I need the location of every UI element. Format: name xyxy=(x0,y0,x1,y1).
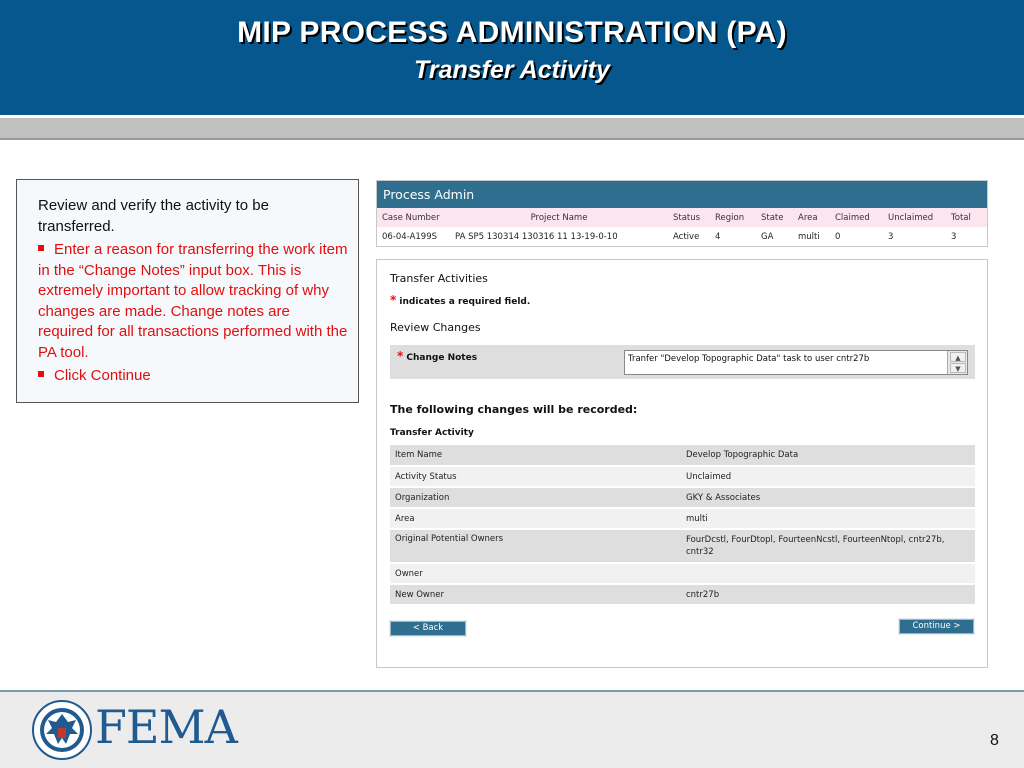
column-header: Area xyxy=(793,208,830,227)
instruction-bullet xyxy=(38,240,348,363)
column-header: Unclaimed xyxy=(883,208,946,227)
column-header: State xyxy=(756,208,793,227)
header-stripe xyxy=(0,118,1024,138)
change-key: Area xyxy=(390,508,681,529)
bullet-square-icon xyxy=(38,371,44,377)
scroll-up-icon[interactable]: ▲ xyxy=(950,352,966,362)
change-key: Activity Status xyxy=(390,466,681,487)
activity-heading: Transfer Activity xyxy=(390,428,474,438)
instruction-lead: Review and verify the activity to be transferred. xyxy=(38,197,269,235)
table-cell: PA SP5 130314 130316 11 13-19-0-10 xyxy=(455,232,618,242)
column-header: Claimed xyxy=(830,208,883,227)
change-value: cntr27b xyxy=(681,584,975,605)
bullet-square-icon xyxy=(38,245,44,251)
instruction-bullet-text: Click Continue xyxy=(54,367,151,384)
change-value: multi xyxy=(681,508,975,529)
table-row xyxy=(390,487,975,508)
dhs-seal-icon xyxy=(32,700,92,760)
table-cell: Active xyxy=(673,232,700,242)
table-cell: 3 xyxy=(951,232,957,242)
title-banner xyxy=(0,0,1024,115)
change-key: New Owner xyxy=(390,584,681,605)
header-rule xyxy=(0,138,1024,140)
column-header: Case Number xyxy=(377,208,450,227)
case-table-header xyxy=(377,208,987,227)
fema-logo: FEMA xyxy=(95,700,237,754)
column-header: Status xyxy=(668,208,710,227)
instruction-bullet xyxy=(38,366,348,387)
table-row xyxy=(390,529,975,563)
change-notes-label xyxy=(397,349,477,363)
change-notes-input[interactable] xyxy=(624,350,968,375)
change-key: Original Potential Owners xyxy=(390,529,681,563)
table-row xyxy=(390,466,975,487)
continue-button[interactable]: Continue > xyxy=(899,619,974,634)
required-note xyxy=(390,293,530,307)
table-cell: multi xyxy=(798,232,820,242)
instruction-bullet-text: Enter a reason for transferring the work item in the “Change Notes” input box. This is extremely important to allow tracking of why changes are made. Change notes are required for all transactions performed with the PA tool. xyxy=(38,241,348,361)
process-admin-title: Process Admin xyxy=(377,181,987,208)
change-value: Develop Topographic Data xyxy=(681,445,975,466)
change-notes-row xyxy=(390,345,975,379)
case-table xyxy=(377,208,987,247)
required-note-text: indicates a required field. xyxy=(399,297,531,307)
change-value: Unclaimed xyxy=(681,466,975,487)
table-cell: 0 xyxy=(835,232,841,242)
change-value: GKY & Associates xyxy=(681,487,975,508)
scroll-down-icon[interactable]: ▼ xyxy=(950,363,966,373)
table-row xyxy=(390,563,975,584)
change-key: Organization xyxy=(390,487,681,508)
table-cell: 3 xyxy=(888,232,894,242)
change-notes-label-text: Change Notes xyxy=(406,353,478,363)
required-star: * xyxy=(390,293,397,307)
change-notes-scrollbar[interactable] xyxy=(947,351,967,374)
table-row xyxy=(390,508,975,529)
page-title: MIP PROCESS ADMINISTRATION (PA) xyxy=(237,16,787,49)
change-value: FourDcstl, FourDtopl, FourteenNcstl, FourteenNtopl, cntr27b, cntr32 xyxy=(681,529,975,563)
column-header: Total xyxy=(946,208,987,227)
table-row xyxy=(390,445,975,466)
table-cell: 06-04-A199S xyxy=(382,232,438,242)
change-key: Owner xyxy=(390,563,681,584)
table-row xyxy=(390,584,975,605)
changes-heading: The following changes will be recorded: xyxy=(390,403,638,416)
page-number: 8 xyxy=(990,732,999,749)
table-cell: GA xyxy=(761,232,774,242)
column-header: Project Name xyxy=(450,208,668,227)
transfer-heading: Transfer Activities xyxy=(390,272,488,285)
change-key: Item Name xyxy=(390,445,681,466)
table-cell: 4 xyxy=(715,232,721,242)
changes-table xyxy=(390,445,975,606)
process-admin-panel xyxy=(376,180,988,247)
instruction-box xyxy=(16,179,359,403)
page-subtitle: Transfer Activity xyxy=(414,56,610,84)
required-star: * xyxy=(397,349,404,363)
back-button[interactable]: < Back xyxy=(390,621,466,636)
table-row[interactable] xyxy=(377,227,987,247)
column-header: Region xyxy=(710,208,756,227)
change-value xyxy=(681,563,975,584)
transfer-panel xyxy=(376,259,988,668)
review-heading: Review Changes xyxy=(390,321,481,334)
